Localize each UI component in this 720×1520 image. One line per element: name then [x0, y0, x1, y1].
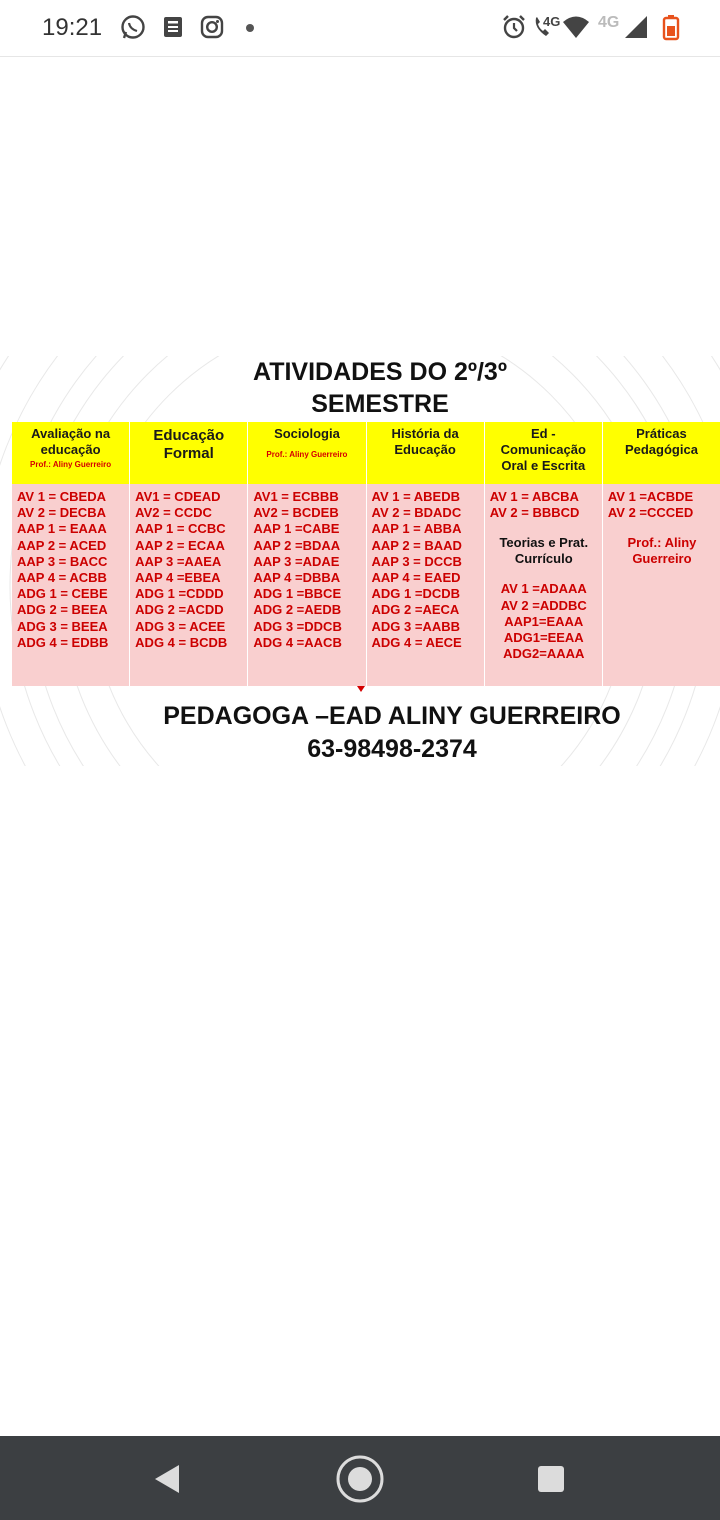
small-red-marker — [357, 686, 365, 692]
battery-icon — [657, 13, 685, 41]
professor-label: Prof.: Aliny Guerreiro — [266, 450, 348, 459]
whatsapp-icon — [119, 13, 147, 41]
answer-entry: AV 1 =ACBDE — [607, 489, 694, 504]
professor-note: Prof.: Aliny Guerreiro — [627, 535, 697, 567]
footer-name: PEDAGOGA –EAD ALINY GUERREIRO — [163, 702, 621, 730]
answer-entry: AV 2 = BDADC — [371, 505, 462, 521]
column-comunicacao — [485, 422, 603, 686]
alarm-icon — [500, 13, 528, 41]
answer-entry: AAP 3 = BACC — [17, 553, 108, 569]
column-answers — [130, 484, 247, 686]
sub-subject-heading: Teorias e Prat. Currículo — [499, 535, 589, 567]
answer-entry: AAP 2 = ACED — [17, 537, 107, 553]
answer-entry: AAP 1 =CABE — [253, 521, 340, 537]
answer-entry: ADG 2 =ACDD — [135, 602, 224, 618]
answer-entry: AAP 1 = ABBA — [371, 521, 462, 537]
answer-entry: ADG 2 =AEDB — [253, 602, 342, 618]
signal-icon — [622, 13, 650, 41]
title-line-1: ATIVIDADES DO 2º/3º — [253, 358, 507, 386]
answer-entry: AV 1 =ADAAA — [500, 581, 587, 597]
answer-entry: AV2 = BCDEB — [253, 505, 339, 521]
answer-entry: AAP 3 = DCCB — [371, 553, 462, 569]
answer-entry: ADG 1 =CDDD — [135, 586, 224, 602]
back-icon[interactable] — [143, 1454, 193, 1504]
column-answers — [12, 484, 129, 686]
volte-label: 4G — [543, 14, 561, 29]
news-icon — [159, 13, 187, 41]
answer-entry: ADG 4 = BCDB — [135, 634, 228, 650]
answer-entry: ADG 3 =AABB — [371, 618, 461, 634]
answer-entry: AAP 3 =AAEA — [135, 553, 222, 569]
answer-entry: AAP 1 = CCBC — [135, 521, 226, 537]
column-answers — [603, 484, 720, 686]
network-label: 4G — [598, 14, 620, 31]
answer-entry: ADG 3 = ACEE — [135, 618, 226, 634]
answer-entry: ADG 3 = BEEA — [17, 618, 108, 634]
wifi-icon — [562, 13, 590, 41]
column-avaliacao — [12, 422, 130, 686]
answer-entry: ADG 1 =DCDB — [371, 586, 461, 602]
answer-entry: ADG1=EEAA — [503, 630, 584, 646]
column-praticas — [603, 422, 720, 686]
answer-table — [12, 422, 720, 686]
answer-sheet-image[interactable] — [0, 356, 720, 766]
image-title — [180, 356, 580, 420]
answer-entry: ADG 1 =BBCE — [253, 586, 342, 602]
answer-entry: AAP 4 = ACBB — [17, 570, 107, 586]
column-header: Educação Formal — [130, 422, 247, 484]
answer-entry: ADG 3 =DDCB — [253, 618, 342, 634]
answer-entry: ADG 4 =AACB — [253, 634, 342, 650]
status-time: 19:21 — [42, 14, 103, 41]
navigation-bar — [0, 1436, 720, 1520]
column-educacao-formal — [130, 422, 248, 686]
column-answers — [248, 484, 365, 686]
title-line-2: SEMESTRE — [311, 390, 449, 418]
answer-entry: ADG2=AAAA — [503, 646, 585, 662]
answer-entry: AV2 = CCDC — [135, 505, 212, 521]
answer-entry: AV 2 = DECBA — [17, 505, 106, 521]
status-bar — [0, 0, 720, 57]
answer-entry: ADG 2 =AECA — [371, 602, 460, 618]
answer-entry: AAP 1 = EAAA — [17, 521, 107, 537]
answer-entry: AV 1 = CBEDA — [17, 489, 106, 504]
home-icon[interactable] — [335, 1454, 385, 1504]
answer-entry: AAP 4 =DBBA — [253, 570, 341, 586]
column-header: História da Educação — [367, 422, 484, 484]
answer-entry: AAP 2 = BAAD — [371, 537, 462, 553]
answer-entry: ADG 1 = CEBE — [17, 586, 108, 602]
column-sociologia — [248, 422, 366, 686]
instagram-icon — [198, 13, 226, 41]
answer-entry: AAP 3 =ADAE — [253, 553, 340, 569]
answer-entry: AV 1 = ABCBA — [489, 489, 579, 504]
answer-entry: AAP 2 = ECAA — [135, 537, 225, 553]
footer-phone: 63-98498-2374 — [307, 735, 477, 763]
column-answers — [485, 484, 602, 686]
answer-entry: AAP 2 =BDAA — [253, 537, 341, 553]
answer-entry: AV 1 = ABEDB — [371, 489, 461, 504]
answer-entry: AV1 = ECBBB — [253, 489, 339, 504]
column-header: Ed - Comunicação Oral e Escrita — [485, 422, 602, 484]
answer-entry: AAP 4 = EAED — [371, 570, 461, 586]
recents-icon[interactable] — [526, 1454, 576, 1504]
answer-entry: ADG 4 = EDBB — [17, 634, 109, 650]
answer-entry: AV 2 = BBBCD — [489, 505, 580, 521]
answer-entry: ADG 4 = AECE — [371, 634, 462, 650]
column-header: Sociologia Prof.: Aliny Guerreiro — [248, 422, 365, 484]
answer-entry: AAP 4 =EBEA — [135, 570, 221, 586]
notification-dot — [246, 24, 254, 32]
answer-entry: AV1 = CDEAD — [135, 489, 221, 504]
column-historia — [367, 422, 485, 686]
answer-entry: AAP1=EAAA — [504, 613, 584, 629]
professor-label: Prof.: Aliny Guerreiro — [30, 460, 112, 469]
answer-entry: ADG 2 = BEEA — [17, 602, 108, 618]
column-header: Práticas Pedagógica — [603, 422, 720, 484]
answer-entry: AV 2 =ADDBC — [500, 597, 587, 613]
column-answers — [367, 484, 484, 686]
answer-entry: AV 2 =CCCED — [607, 505, 694, 521]
column-header: Avaliação na educação Prof.: Aliny Guerreiro — [12, 422, 129, 484]
